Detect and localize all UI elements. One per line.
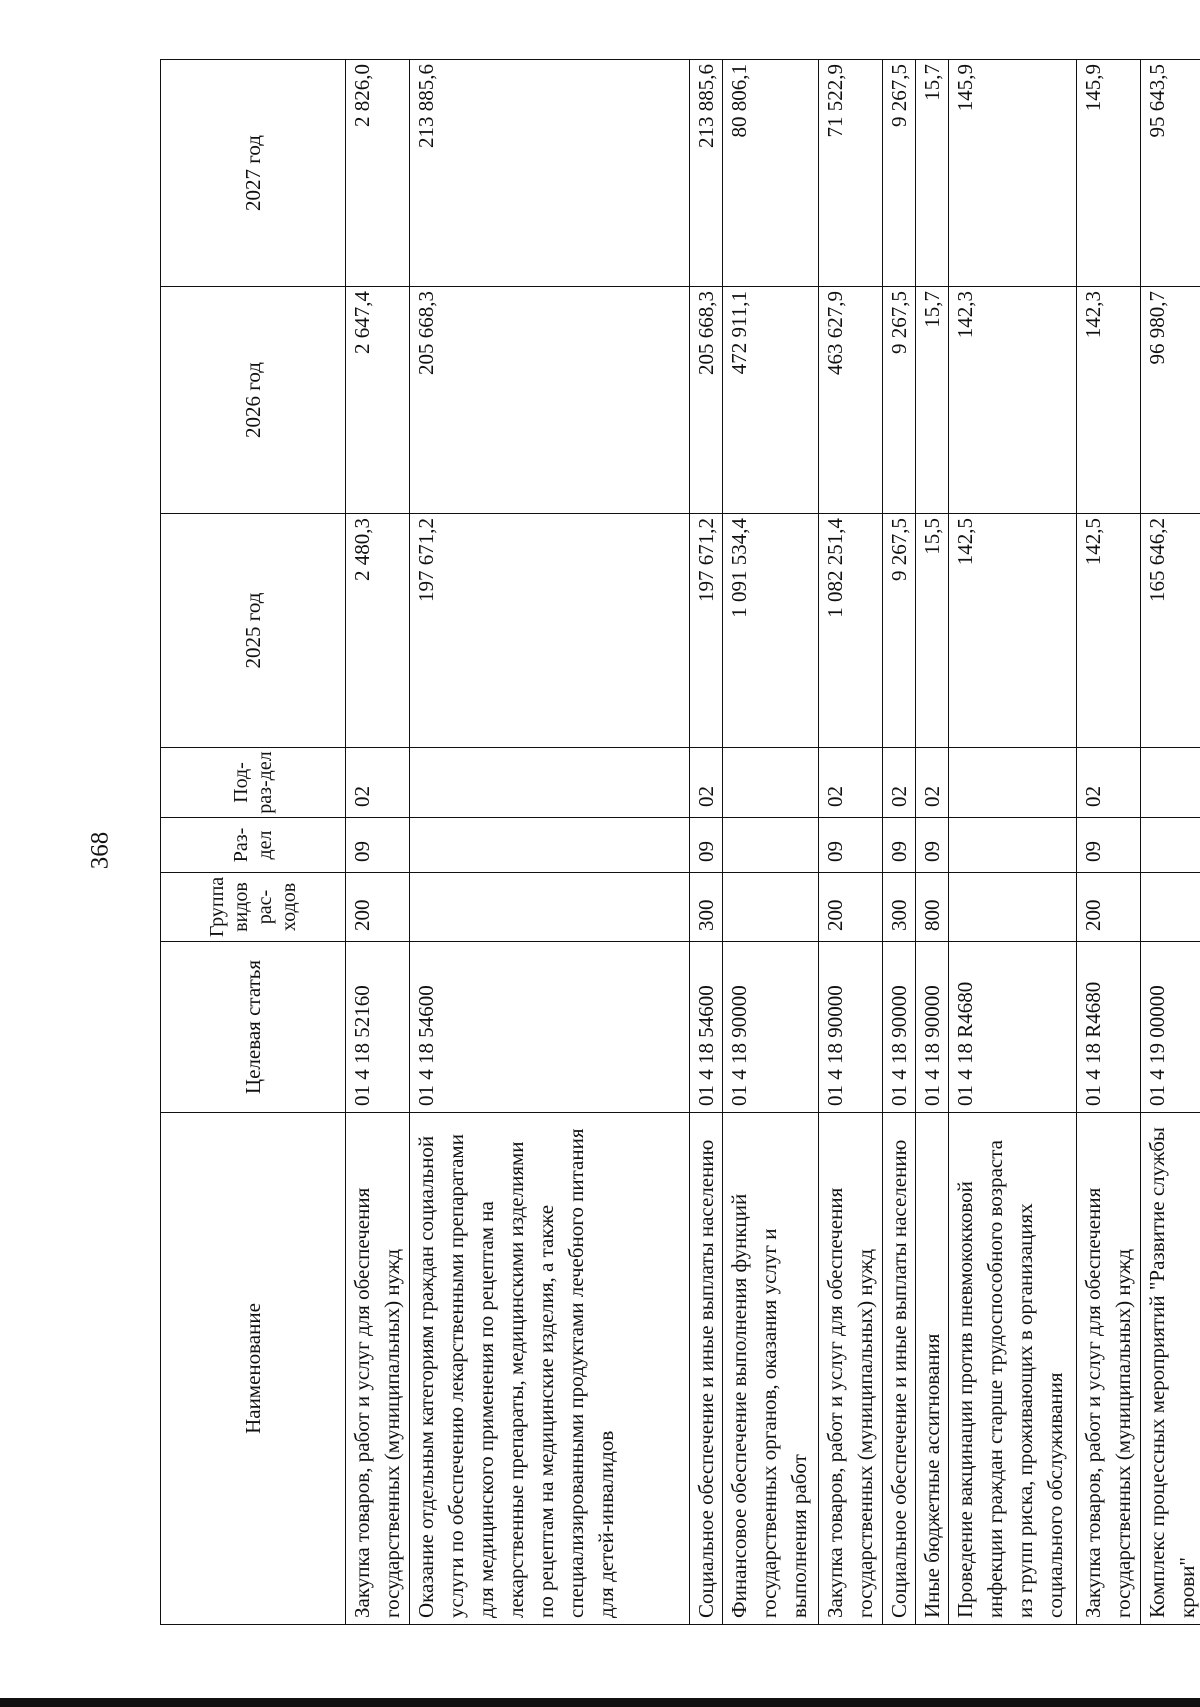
header-target: Целевая статья: [161, 942, 346, 1113]
cell-section: [1141, 818, 1200, 873]
cell-subsection: [949, 748, 1077, 818]
cell-subsection: [410, 748, 690, 818]
cell-target: 01 4 19 00000: [1141, 942, 1200, 1113]
cell-name: Оказание отдельным категориям граждан социальной услуги по обеспечению лекарственными препаратами для медицинского применения по рецептам на лекарственные препараты, медицинскими изделиями по рецептам на медицинские изделия, а также специализированными продуктами лечебного питания для детей-инвалидов: [410, 1113, 690, 1625]
cell-y2026: 15,7: [916, 287, 949, 514]
table-row: [916, 60, 949, 1625]
cell-y2026: 472 911,1: [723, 287, 819, 514]
cell-y2025: 165 646,2: [1141, 514, 1200, 748]
cell-y2027: 15,7: [916, 60, 949, 287]
cell-y2025: 15,5: [916, 514, 949, 748]
cell-section: 09: [916, 818, 949, 873]
table-row: [819, 60, 883, 1625]
cell-group: [410, 873, 690, 942]
cell-name: Закупка товаров, работ и услуг для обеспечения государственных (муниципальных) нужд: [346, 1113, 410, 1625]
header-subsection: Под-раз-дел: [161, 748, 346, 818]
cell-y2026: 142,3: [949, 287, 1077, 514]
header-name: Наименование: [161, 1113, 346, 1625]
header-group: Группа видов рас-ходов: [161, 873, 346, 942]
header-section: Раз-дел: [161, 818, 346, 873]
cell-target: 01 4 18 R4680: [949, 942, 1077, 1113]
cell-y2027: 80 806,1: [723, 60, 819, 287]
table-row: [883, 60, 916, 1625]
cell-target: 01 4 18 54600: [410, 942, 690, 1113]
cell-group: 300: [883, 873, 916, 942]
cell-group: 200: [346, 873, 410, 942]
cell-y2026: 142,3: [1077, 287, 1141, 514]
cell-y2025: 197 671,2: [410, 514, 690, 748]
rotated-page-content: [160, 60, 1199, 1625]
cell-name: Комплекс процессных мероприятий "Развитие службы крови": [1141, 1113, 1200, 1625]
cell-y2027: 71 522,9: [819, 60, 883, 287]
table-row: [723, 60, 819, 1625]
cell-y2026: 463 627,9: [819, 287, 883, 514]
cell-target: 01 4 18 90000: [723, 942, 819, 1113]
cell-y2025: 9 267,5: [883, 514, 916, 748]
cell-section: [949, 818, 1077, 873]
cell-name: Иные бюджетные ассигнования: [916, 1113, 949, 1625]
table-row: [410, 60, 690, 1625]
cell-section: 09: [819, 818, 883, 873]
cell-target: 01 4 18 R4680: [1077, 942, 1141, 1113]
cell-target: 01 4 18 90000: [916, 942, 949, 1113]
cell-subsection: 02: [883, 748, 916, 818]
cell-subsection: 02: [690, 748, 723, 818]
cell-subsection: 02: [916, 748, 949, 818]
cell-y2026: 205 668,3: [690, 287, 723, 514]
cell-y2027: 213 885,6: [690, 60, 723, 287]
cell-y2025: 1 091 534,4: [723, 514, 819, 748]
table-row: [949, 60, 1077, 1625]
cell-group: 800: [916, 873, 949, 942]
cell-section: 09: [690, 818, 723, 873]
cell-section: 09: [1077, 818, 1141, 873]
cell-target: 01 4 18 90000: [819, 942, 883, 1113]
cell-name: Социальное обеспечение и иные выплаты населению: [690, 1113, 723, 1625]
table-row: [346, 60, 410, 1625]
cell-name: Социальное обеспечение и иные выплаты населению: [883, 1113, 916, 1625]
header-2027: 2027 год: [161, 60, 346, 287]
cell-name: Закупка товаров, работ и услуг для обеспечения государственных (муниципальных) нужд: [819, 1113, 883, 1625]
cell-y2027: 95 643,5: [1141, 60, 1200, 287]
cell-name: Проведение вакцинации против пневмококковой инфекции граждан старше трудоспособного возраста из групп риска, проживающих в организациях социального обслуживания: [949, 1113, 1077, 1625]
cell-y2025: 142,5: [1077, 514, 1141, 748]
table-header: [161, 60, 346, 1625]
scan-bottom-edge: [0, 1698, 1200, 1707]
cell-group: [723, 873, 819, 942]
cell-name: Закупка товаров, работ и услуг для обеспечения государственных (муниципальных) нужд: [1077, 1113, 1141, 1625]
cell-group: 300: [690, 873, 723, 942]
cell-group: [1141, 873, 1200, 942]
cell-y2026: 9 267,5: [883, 287, 916, 514]
cell-section: 09: [346, 818, 410, 873]
table-row: [1077, 60, 1141, 1625]
cell-y2026: 96 980,7: [1141, 287, 1200, 514]
budget-table: [160, 59, 1200, 1625]
cell-subsection: 02: [1077, 748, 1141, 818]
cell-target: 01 4 18 90000: [883, 942, 916, 1113]
cell-group: 200: [1077, 873, 1141, 942]
cell-subsection: [723, 748, 819, 818]
page-number: 368: [86, 831, 114, 870]
cell-y2027: 2 826,0: [346, 60, 410, 287]
cell-subsection: [1141, 748, 1200, 818]
header-2025: 2025 год: [161, 514, 346, 748]
cell-y2025: 2 480,3: [346, 514, 410, 748]
cell-subsection: 02: [346, 748, 410, 818]
cell-group: 200: [819, 873, 883, 942]
cell-subsection: 02: [819, 748, 883, 818]
cell-y2025: 197 671,2: [690, 514, 723, 748]
cell-y2027: 9 267,5: [883, 60, 916, 287]
table-row: [690, 60, 723, 1625]
cell-section: [410, 818, 690, 873]
cell-y2025: 142,5: [949, 514, 1077, 748]
cell-y2027: 145,9: [949, 60, 1077, 287]
cell-y2026: 205 668,3: [410, 287, 690, 514]
cell-y2026: 2 647,4: [346, 287, 410, 514]
cell-y2027: 145,9: [1077, 60, 1141, 287]
cell-section: [723, 818, 819, 873]
cell-y2027: 213 885,6: [410, 60, 690, 287]
cell-group: [949, 873, 1077, 942]
cell-target: 01 4 18 54600: [690, 942, 723, 1113]
table-body: [346, 60, 1200, 1625]
table-row: [1141, 60, 1200, 1625]
cell-name: Финансовое обеспечение выполнения функций государственных органов, оказания услуг и выполнения работ: [723, 1113, 819, 1625]
cell-section: 09: [883, 818, 916, 873]
cell-y2025: 1 082 251,4: [819, 514, 883, 748]
header-2026: 2026 год: [161, 287, 346, 514]
cell-target: 01 4 18 52160: [346, 942, 410, 1113]
